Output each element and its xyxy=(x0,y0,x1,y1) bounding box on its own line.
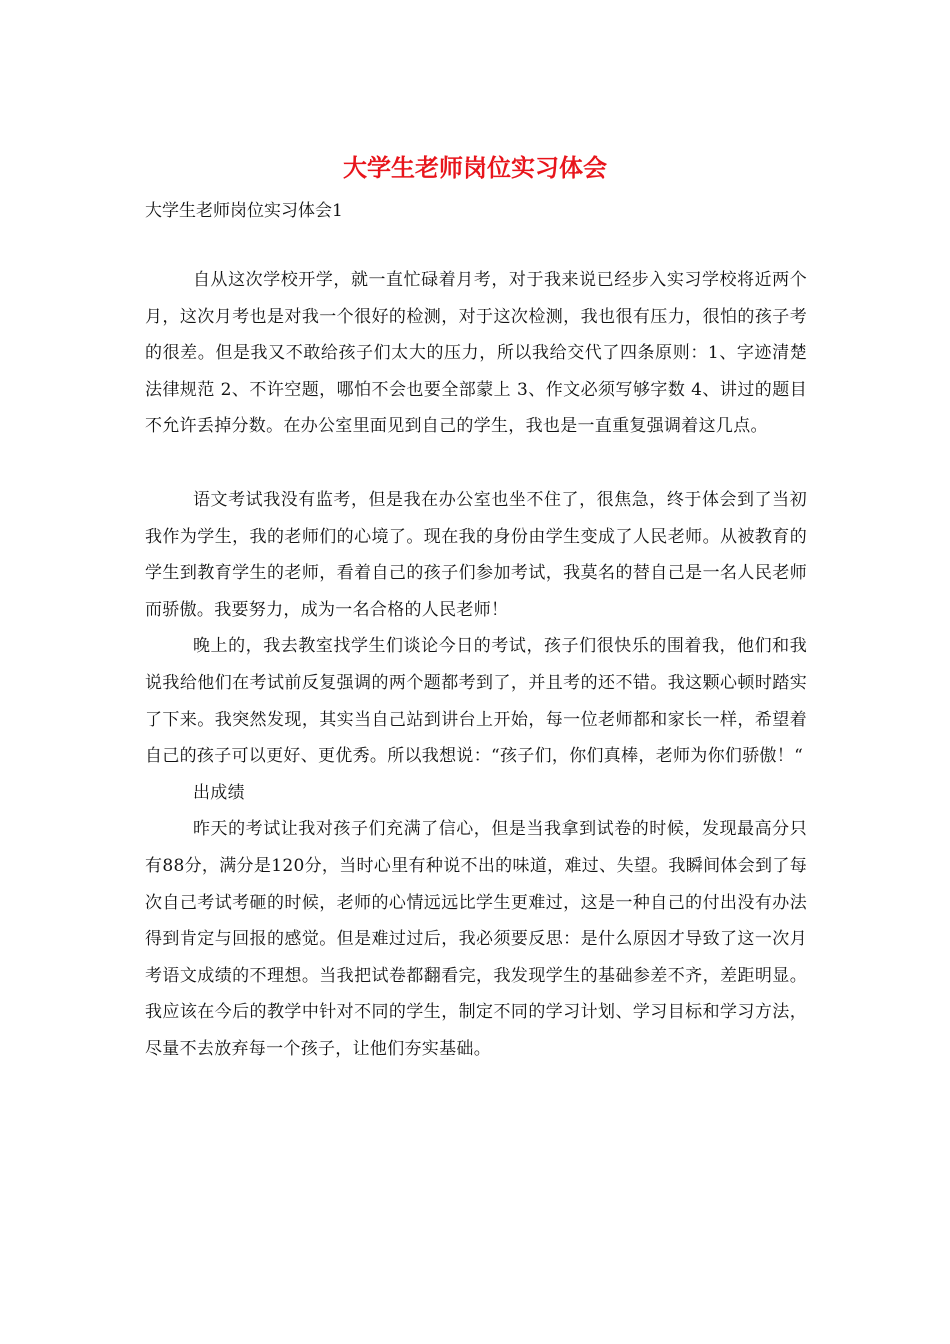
document-subtitle: 大学生老师岗位实习体会1 xyxy=(145,201,343,221)
section-heading-results: 出成绩 xyxy=(193,782,245,803)
paragraph-3: 晚上的，我去教室找学生们谈论今日的考试，孩子们很快乐的围着我，他们和我说我给他们在考试前反复强调的两个题都考到了，并且考的还不错。我这颗心顿时踏实了下来。我突然发现，其实当自己站到讲台上开始，每一位老师都和家长一样，希望着自己的孩子可以更好、更优秀。所以我想说：“孩子们，你们真棒，老师为你们骄傲！“ xyxy=(145,636,807,767)
paragraph-spacer xyxy=(145,445,807,482)
document-body xyxy=(145,262,807,1067)
paragraph-1: 自从这次学校开学，就一直忙碌着月考，对于我来说已经步入实习学校将近两个月，这次月考也是对我一个很好的检测，对于这次检测，我也很有压力，很怕的孩子考的很差。但是我又不敢给孩子们太大的压力，所以我给交代了四条原则：1、字迹清楚法律规范 2、不许空题，哪怕不会也要全部蒙上 3、作文必须写够字数 4、讲过的题目不允许丢掉分数。在办公室里面见到自己的学生，我也是一直重复强调着这几点。 xyxy=(145,270,807,437)
paragraph-2: 语文考试我没有监考，但是我在办公室也坐不住了，很焦急，终于体会到了当初我作为学生，我的老师们的心境了。现在我的身份由学生变成了人民老师。从被教育的学生到教育学生的老师，看着自己的孩子们参加考试，我莫名的替自己是一名人民老师而骄傲。我要努力，成为一名合格的人民老师！ xyxy=(145,489,807,620)
document-title: 大学生老师岗位实习体会 xyxy=(343,153,607,182)
paragraph-4: 昨天的考试让我对孩子们充满了信心，但是当我拿到试卷的时候，发现最高分只有88分，满分是120分，当时心里有种说不出的味道，难过、失望。我瞬间体会到了每次自己考试考砸的时候，老师的心情远远比学生更难过，这是一种自己的付出没有办法得到肯定与回报的感觉。但是难过过后，我必须要反思：是什么原因才导致了这一次月考语文成绩的不理想。当我把试卷都翻看完，我发现学生的基础参差不齐，差距明显。我应该在今后的教学中针对不同的学生，制定不同的学习计划、学习目标和学习方法，尽量不去放弃每一个孩子，让他们夯实基础。 xyxy=(145,819,807,1059)
